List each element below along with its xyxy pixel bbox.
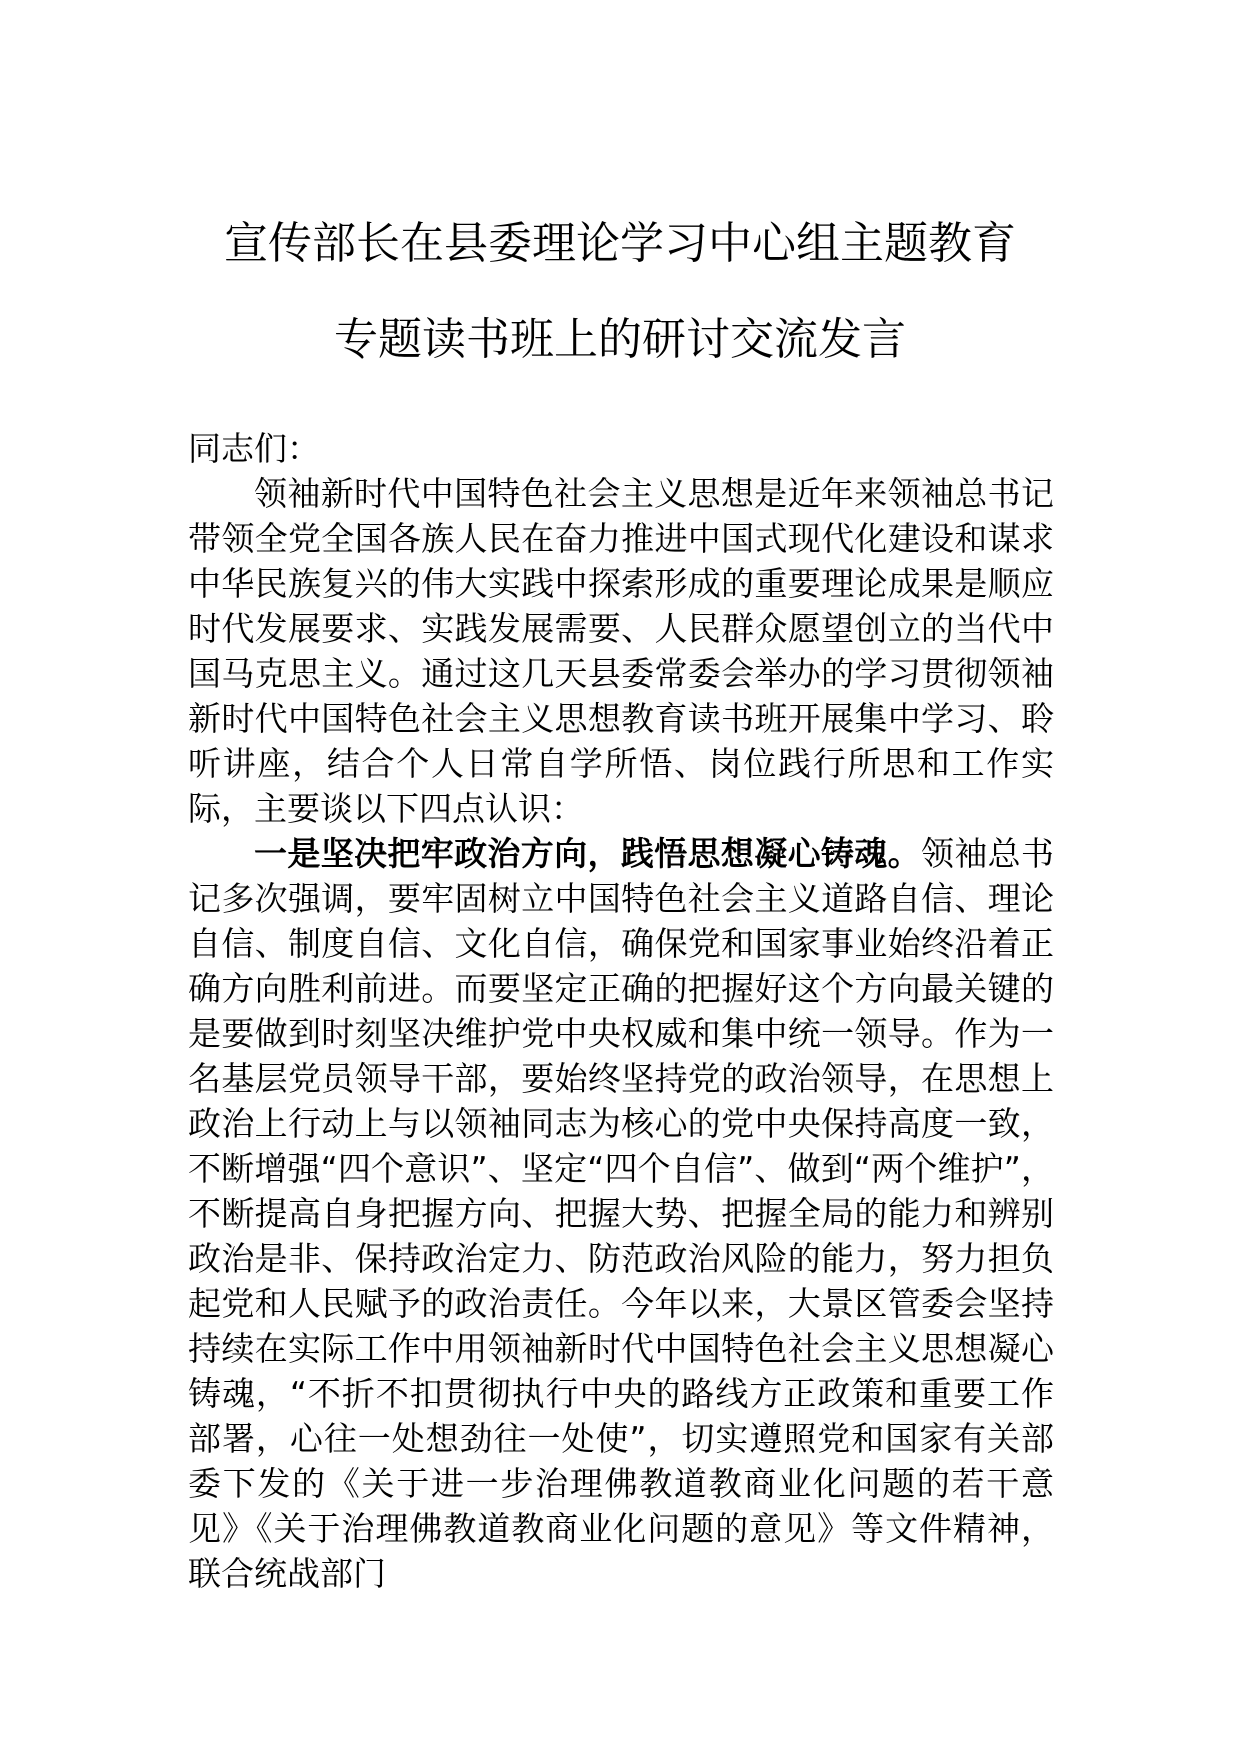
point-one-body: 领袖总书记多次强调，要牢固树立中国特色社会主义道路自信、理论自信、制度自信、文化自信，确保党和国家事业始终沿着正确方向胜利前进。而要坚定正确的把握好这个方向最关键的是要做到时刻坚决维护党中央权威和集中统一领导。作为一名基层党员领导干部，要始终坚持党的政治领导，在思想上政治上行动上与以领袖同志为核心的党中央保持高度一致，不断增强“四个意识”、坚定“四个自信”、做到“两个维护”，不断提高自身把握方向、把握大势、把握全局的能力和辨别政治是非、保持政治定力、防范政治风险的能力，努力担负起党和人民赋予的政治责任。今年以来，大景区管委会坚持持续在实际工作中用领袖新时代中国特色社会主义思想凝心铸魂，“不折不扣贯彻执行中央的路线方正政策和重要工作部署，心往一处想劲往一处使”，切实遵照党和国家有关部委下发的《关于进一步治理佛教道教商业化问题的若干意见》《关于治理佛教道教商业化问题的意见》等文件精神，联合统战部门 bbox=[188, 834, 1055, 1593]
paragraph-intro: 领袖新时代中国特色社会主义思想是近年来领袖总书记带领全党全国各族人民在奋力推进中国式现代化建设和谋求中华民族复兴的伟大实践中探索形成的重要理论成果是顺应时代发展要求、实践发展需要、人民群众愿望创立的当代中国马克思主义。通过这几天县委常委会举办的学习贯彻领袖新时代中国特色社会主义思想教育读书班开展集中学习、聆听讲座，结合个人日常自学所悟、岗位践行所思和工作实际，主要谈以下四点认识： bbox=[188, 474, 1054, 828]
salutation: 同志们： bbox=[188, 429, 320, 468]
document-title-line-1: 宣传部长在县委理论学习中心组主题教育 bbox=[224, 218, 1016, 269]
document-body bbox=[188, 426, 1054, 1596]
document-title-line-2: 专题读书班上的研讨交流发言 bbox=[334, 314, 906, 365]
paragraph-point-one bbox=[188, 831, 1054, 1596]
point-one-heading: 一是坚决把牢政治方向，践悟思想凝心铸魂。 bbox=[254, 834, 921, 873]
